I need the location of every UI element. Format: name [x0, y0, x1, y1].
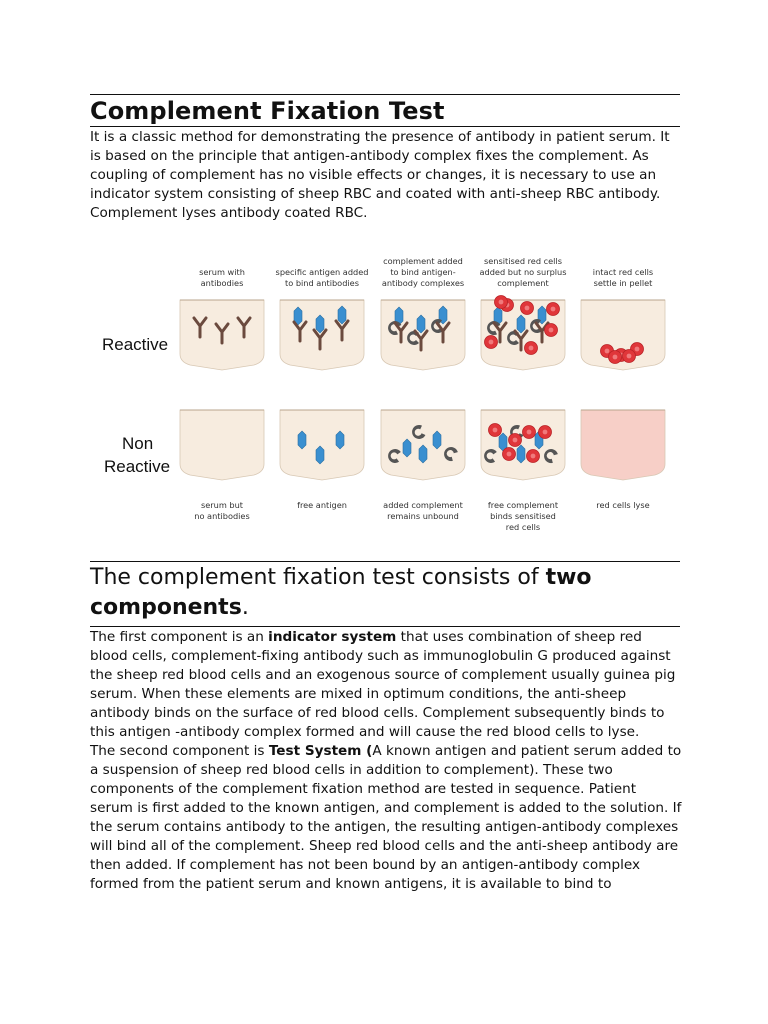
- p1-rest: that uses combination of sheep red blood cells, complement-fixing antibody such as immunoglobulin G produced against the sheep red blood cells and an exogenous source of complement usually guinea pig serum. When these elements are mixed in optimum conditions, the anti-sheep antibody binds on the surface of red blood cells. Complement subsequently binds to this antigen -antibody complex formed and will cause the red blood cells to lyse.: [90, 629, 676, 740]
- antigen-icon: [336, 431, 344, 449]
- red-cell-center: [605, 349, 610, 354]
- title-bottom-rule: [90, 126, 680, 127]
- p2-rest: A known antigen and patient serum added to a suspension of sheep red blood cells in addition to complement). These two components of the complement fixation method are tested in sequence. Patient serum is first added to the known antigen, and complement is added to the solution. If the serum contains antibody to the antigen, the resulting antigen-antibody complexes will bind all of the complement. Sheep red blood cells and the anti-sheep antibody are then added. If complement has not been bound by an antigen-antibody complex formed from the patient serum and known antigens, it is available to bind to: [90, 743, 682, 892]
- caption-line: red cells lyse: [596, 500, 650, 510]
- section-bottom-rule: [90, 626, 680, 627]
- section-heading: [90, 563, 680, 623]
- well: [581, 410, 665, 480]
- antigen-icon: [417, 315, 425, 333]
- caption-line: intact red cells: [592, 267, 654, 277]
- antigen-icon: [433, 431, 441, 449]
- section-heading-text: The complement fixation test consists of: [90, 565, 546, 590]
- red-cell-center: [499, 300, 504, 305]
- caption-line: added but no surplus: [479, 267, 567, 277]
- red-cell-center: [551, 307, 556, 312]
- red-cell-center: [627, 354, 632, 359]
- caption-line: remains unbound: [387, 511, 459, 521]
- red-cell-center: [549, 328, 554, 333]
- antigen-icon: [517, 315, 525, 333]
- page-title: Complement Fixation Test: [90, 97, 445, 125]
- antigen-icon: [419, 445, 427, 463]
- caption-line: to bind antigen-: [390, 267, 456, 277]
- caption-line: added complement: [383, 500, 463, 510]
- red-cell-center: [527, 430, 532, 435]
- red-cell-center: [635, 347, 640, 352]
- antigen-icon: [316, 446, 324, 464]
- complement-fixation-diagram: [98, 238, 682, 538]
- caption-line: to bind antibodies: [285, 278, 359, 288]
- indicator-system-term: indicator system: [268, 629, 397, 645]
- p2-text: The second component is: [90, 743, 269, 759]
- caption-line: antibody complexes: [381, 278, 465, 288]
- row-label-reactive-2: Reactive: [104, 457, 171, 476]
- intro-paragraph: It is a classic method for demonstrating the presence of antibody in patient serum. It is based on the principle that antigen-antibody complex fixes the complement. As coupling of complement has no visible effects or changes, it is necessary to use an indicator system consisting of sheep RBC and coated with anti-sheep RBC antibody. Complement lyses antibody coated RBC.: [90, 129, 670, 221]
- red-cell-center: [543, 430, 548, 435]
- row-label-non: Non: [122, 434, 154, 453]
- caption-line: settle in pellet: [593, 278, 653, 288]
- well: [481, 410, 565, 480]
- section-heading-end: .: [241, 595, 249, 620]
- section-heading-bold: two components: [90, 565, 592, 620]
- red-cell-center: [613, 355, 618, 360]
- red-cell-center: [507, 452, 512, 457]
- caption-line: sensitised red cells: [484, 256, 562, 266]
- red-cell-center: [493, 428, 498, 433]
- red-cell-center: [525, 306, 530, 311]
- antigen-icon: [298, 431, 306, 449]
- red-cell-center: [489, 340, 494, 345]
- red-cell-center: [529, 346, 534, 351]
- antigen-icon: [517, 445, 525, 463]
- well: [180, 410, 264, 480]
- well: [280, 410, 364, 480]
- antigen-icon: [316, 315, 324, 333]
- caption-line: free antigen: [297, 500, 347, 510]
- caption-line: serum but: [200, 500, 244, 510]
- red-cell-center: [531, 454, 536, 459]
- caption-line: antibodies: [200, 278, 244, 288]
- caption-line: complement: [497, 278, 549, 288]
- indicator-system-paragraph: [90, 628, 682, 894]
- red-cell-center: [513, 438, 518, 443]
- title-top-rule: [90, 94, 680, 95]
- caption-line: no antibodies: [194, 511, 250, 521]
- caption-line: serum with: [199, 267, 245, 277]
- caption-line: free complement: [487, 500, 559, 510]
- test-system-term: Test System (: [268, 743, 373, 759]
- p1-text: The first component is an: [90, 629, 269, 645]
- caption-line: red cells: [505, 522, 541, 532]
- antigen-icon: [403, 439, 411, 457]
- row-label-reactive: Reactive: [102, 335, 169, 354]
- caption-line: specific antigen added: [275, 267, 369, 277]
- antigen-icon: [338, 306, 346, 324]
- section-top-rule: [90, 561, 680, 562]
- caption-line: binds sensitised: [490, 511, 556, 521]
- diagram-svg: [98, 238, 682, 538]
- caption-line: complement added: [383, 256, 463, 266]
